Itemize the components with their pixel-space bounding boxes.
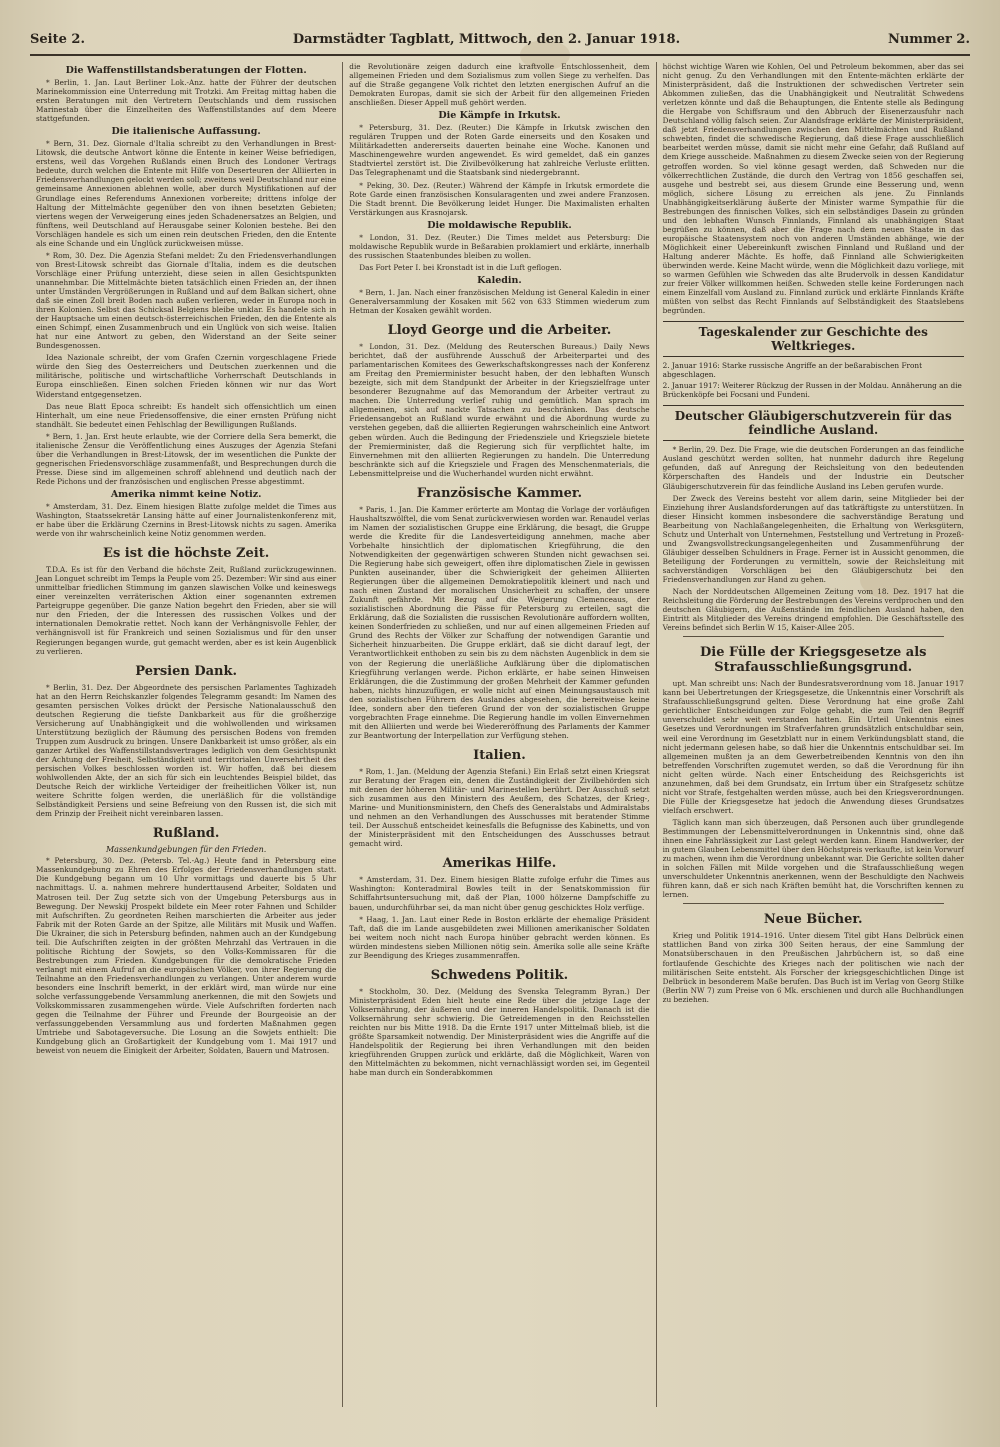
page-number-label: Seite 2. — [30, 32, 85, 47]
article-subtitle: Massenkundgebungen für den Frieden. — [105, 845, 267, 855]
column-3 — [657, 62, 970, 1407]
article-paragraph: Das neue Blatt Epoca schreibt: Es handelt sich offensichtlich um einen Hinterhalt, um eine neue Friedensoffensive, die einer ernsten Prüfung nicht standhält. Sie bedeutet einen Fehlschlag der Bewilligungen Rußlands. — [36, 401, 337, 429]
article-title: Neue Bücher. — [763, 912, 863, 928]
article-title: Lloyd George und die Arbeiter. — [387, 323, 612, 339]
article-title: Die Kämpfe in Irkutsk. — [438, 110, 561, 122]
calendar-entry: 2. Januar 1916: Starke russische Angriffe an der beßarabischen Front abgeschlagen. — [662, 361, 923, 380]
article-paragraph: Das Fort Peter I. bei Kronstadt ist in die Luft geflogen. — [359, 262, 562, 272]
issue-number-label: Nummer 2. — [887, 32, 970, 47]
article-paragraph: höchst wichtige Waren wie Kohlen, Oel und Petroleum bekommen, aber das sei nicht genug. Zu den Verhandlungen mit den Entente-mächten erklärte der Ministerpräsident, daß die Instruktionen der schwedischen Vertreter sein Abkommen zuließen, das die Unabhängigkeit und Neutralität Schwedens verletzen könnte und daß die Behauptungen, die Entente stelle als Bedingung die Hergabe von Schiffsraum und den Abbruch der Eisenerzausfuhr nach Deutschland völlig falsch seien. Zur Alandsfrage erklärte der Ministerpräsident, daß jetzt Friedensverhandlungen zwischen den Mittelmächten und Rußland schwebten, findet die schwedische Regierung, daß diese Frage ausschließlich bearbeitet werden müsse, damit sie nicht mehr eine Gefahr, daß Rußland auf dem Kriege ausscheide. Maßnahmen zu diesem Zwecke seien von der Regierung getroffen worden. So viel könne gesagt werden, daß Schweden nur die völkerrechtlichen Zustände, die durch den Vertrag von 1856 geschaffen sei, ausgehe und bestrebt sei, aus diesem Grunde eine Besserung und, wenn möglich, sichere Lösung zu erreichen als jene. Zu Finnlands Unabhängigkeitserklärung äußerte der Minister warme Sympathie für die Bestrebungen des finnischen Volkes, sich ein selbständiges Dasein zu gründen und den lebhaften Wunsch Finnlands, Finnland als unabhängigen Staat begrüßen zu können, daß aber die Frage nach dem neuen Staate in das europäische Staatensystem noch von anderen Umständen abhänge, wie der Möglichkeit einer Uebereinkunft zwischen Finnland und Rußland und der Haltung anderer Mächte. Es hoffe, daß Finnland alle Schwierigkeiten überwinden werde. Keine Macht würde, wenn die Möglichkeit dazu vorliege, mit so warmen Gefühlen wie Schweden das alte Brudervolk in dessen Kandidatur zur freier Völker willkommen heißen. Schweden stelle keine Forderungen nach einem Einzelfall vom Ausland zu. Finnland zurück und erklärte Finnlands Kräfte müßten von selbst das Recht Finnlands auf Selbständigkeit des Staatslebens begründen. — [662, 62, 964, 316]
article-title: Amerika nimmt keine Notiz. — [110, 488, 262, 500]
article-paragraph: * Haag, 1. Jan. Laut einer Rede in Boston erklärte der ehemalige Präsident Taft, daß die im Lande ausgebildeten zwei Millionen amerikanischer Soldaten bei weitem noch nicht nach Europa hinüber gebracht werden können. Es würden mindestens sieben Millionen nötig sein. Amerika solle alle seine Kräfte zur Beendigung des Krieges zusammenraffen. — [349, 914, 650, 960]
column-1 — [30, 62, 343, 1407]
article-paragraph: Krieg und Politik 1914–1916. Unter diesem Titel gibt Hans Delbrück einen stattlichen Band von zirka 300 Seiten heraus, der eine Sammlung der Monatsüberschauen in den Preußischen Jahrbüchern ist, so daß eine fortlaufende Geschichte des Krieges nach der politischen wie nach der militärischen Seite entsteht. Als Forscher der kriegsgeschichtlichen Dinge ist Delbrück in besonderem Maße berufen. Das Buch ist im Verlag von Georg Stilke (Berlin NW 7) zum Preise von 6 Mk. erschienen und durch alle Buchhandlungen zu beziehen. — [662, 931, 964, 1004]
article-title: Persien Dank. — [135, 663, 238, 679]
calendar-title: Tageskalender zur Geschichte des Weltkrieges. — [663, 321, 964, 357]
page-header — [30, 32, 970, 56]
section-divider — [683, 903, 944, 904]
article-title: Kaledin. — [477, 274, 522, 286]
article-paragraph: * Amsterdam, 31. Dez. Einem hiesigen Blatte zufolge erfuhr die Times aus Washington: Konteradmiral Bowles teilt in der Senatskommission für Schiffahrtsuntersuchung mit, daß der Plan, 1000 hölzerne Dampfschiffe zu bauen, undurchführbar sei, da man nicht über genug geschicktes Holz verfüge. — [349, 875, 650, 912]
article-title: Rußland. — [152, 826, 220, 842]
column-2 — [343, 62, 656, 1407]
article-paragraph: * Berlin, 31. Dez. Der Abgeordnete des persischen Parlamentes Taghizadeh hat an den Herrn Reichskanzler folgendes Telegramm gesandt: Im Namen des gesamten persischen Volkes drückt der Persische Nationalausschuß den deutschen Regierung die tiefste Dankbarkeit aus für die großherzige Versicherung auf Unabhängigkeit und die wohlwollenden und wirksamen Unterstützung bezüglich der Räumung des persischen Bodens von fremden Truppen zum Ausdruck zu bringen. Unsere Dankbarkeit ist umso größer, als ein ganzer Artikel des Waffenstillstandsvertrages lediglich von dem Gesichtspunkt der Achtung der Freiheit, Selbständigkeit und territorialen Unversehrtheit des persischen Volkes beschlossen worden ist. Wir hoffen, daß bei diesem wohlwollenden Akte, der an sich für sich ein leuchtendes Beispiel bildet, das Deutsche Reich der wirkliche Verteidiger der freiheitlichen Völker ist, nun weitere Schritte folgen werden, die unerläßlich für die vollständige Selbständigkeit Persiens und seine Befreiung von den Russen ist, die sich mit dem Prinzip der Freiheit nicht vereinbaren lassen. — [36, 682, 337, 819]
article-paragraph: Idea Nazionale schreibt, der vom Grafen Czernin vorgeschlagene Friede würde den Sieg des Oesterreichers und Deutschen zuerkennen und die militärische, politische und wirtschaftliche Vorherrschaft Deutschlands in Europa einschließen. Einen solchen Frieden können wir nur das Wort Widerstand entgegensetzen. — [36, 353, 337, 399]
article-paragraph: T.D.A. Es ist für den Verband die höchste Zeit, Rußland zurückzugewinnen. Jean Longuet schreibt im Temps la Peuple vom 25. Dezember: Wir sind aus einer unmittelbar friedlichen Stimmung im ganzen slawischen Volke und keineswegs einer vereinzelten verräterischen Aktion einer sogenannten extremen Parteigruppe gegenüber. Die ganze Nation begehrt den Frieden, aber sie will nur den Frieden, der die Interessen des russischen Volkes und der internationalen Demokratie rettet. Noch kann der Verhängnisvolle Fehler, der verhängnisvoll ist für Frankreich und seinen Sozialismus und für den unser Regierungen begangen wurde, gut gemacht werden, aber es ist kein Augenblick zu verlieren. — [36, 565, 337, 656]
article-title: Italien. — [473, 747, 526, 763]
article-title: Die moldawische Republik. — [427, 219, 572, 231]
article-paragraph: Der Zweck des Vereins besteht vor allem darin, seine Mitglieder bei der Einziehung ihrer Auslandsforderungen auf das tatkräftigste zu unterstützen. In dieser Hinsicht kommen insbesondere die sachverständige Beratung und Bearbeitung von Nachlaßangelegenheiten, die Erhaltung von Werksgütern, Schutz und Unterhalt von Unternehmen, Feststellung und Vertretung in Prozeß- und Zwangsvollstreckungsangelegenheiten und Zusammenführung der Gläubiger desselben Schuldners in Frage. Ferner ist in Aussicht genommen, die Beteiligung der Forderungen zu vermitteln, sowie der Reichsleitung mit sachverständigen Vorschlägen bei den Gläubigerschutz bei den Friedensverhandlungen zur Hand zu gehen. — [662, 493, 964, 584]
article-paragraph: * Bern, 1. Jan. Nach einer französischen Meldung ist General Kaledin in einer Generalversammlung der Kosaken mit 562 von 633 Stimmen wiederum zum Hetman der Kosaken gewählt worden. — [349, 287, 650, 315]
article-title: Die italienische Auffassung. — [111, 126, 261, 138]
article-paragraph: Nach der Norddeutschen Allgemeinen Zeitung vom 18. Dez. 1917 hat die Reichsleitung die Förderung der Bestrebungen des Vereins verdprochen und den deutschen Gläubigern, die Außenstände im feindlichen Ausland haben, den Eintritt als Mitglieder des Vereins dringend empfohlen. Die Geschäftsstelle des Vereins befindet sich Berlin W 15, Kaiser-Allee 205. — [662, 587, 964, 633]
article-paragraph: * Berlin, 1. Jan. Laut Berliner Lok.-Anz. hatte der Führer der deutschen Marinekommission eine Unterredung mit Trotzki. Am Freitag mittag haben die ersten Beratungen mit den Vertretern Deutschlands und dem russischen Marinestab über die Einzelheiten des Waffenstillstandes auf dem Meere stattgefunden. — [36, 78, 337, 124]
article-paragraph: * London, 31. Dez. (Reuter.) Die Times meldet aus Petersburg: Die moldawische Republik wurde in Beßarabien proklamiert und erklärte, innerhalb des russischen Staatenbundes bleiben zu wollen. — [349, 232, 650, 260]
masthead-dateline: Darmstädter Tagblatt, Mittwoch, den 2. Januar 1918. — [292, 32, 681, 47]
article-title: Amerikas Hilfe. — [442, 856, 557, 872]
article-paragraph: die Revolutionäre zeigen dadurch eine kraftvolle Entschlossenheit, dem allgemeinen Frieden und dem Sozialismus zum vollen Siege zu verhelfen. Das auf die Straße gegangene Volk richtet den letzten energischen Aufruf an die Demokraten Europas, damit sie sich der Arbeit für den allgemeinen Frieden anschließen. Dieser Appell muß gehört werden. — [349, 62, 650, 108]
article-paragraph: * Bern, 31. Dez. Giornale d'Italia schreibt zu den Verhandlungen in Brest-Litowsk, die deutsche Antwort könne die Entente in keiner Weise befriedigen, erstens, weil das Vorgehen Rußlands einen Bruch des Londoner Vertrags bedeute, durch welchen die Entente mit Hilfe von Deserteuren der Alliierten in Friedensverhandlungen gelockt werden soll; zweitens weil Deutschland nur eine gemeinsame Annexionen ablehnen wolle, aber durch Mystifikationen auf der Grundlage eines Referendums Annexionen vorbereite; drittens infolge der Haltung der Mittelmächte gegenüber den von ihnen besetzten Gebieten; viertens wegen der Verweigerung eines jeden Schadenersatzes an Belgien, und fünftens, weil Deutschland auf Herausgabe seiner Kolonien bestehe. Bei den Vorschlägen handele es sich um einen rein deutschen Frieden, den die Entente als eine Schande und ein Unglück zurückweisen müsse. — [36, 139, 337, 248]
article-title: Deutscher Gläubigerschutzverein für das feindliche Ausland. — [663, 405, 964, 441]
article-title: Schwedens Politik. — [430, 967, 569, 983]
article-paragraph: Täglich kann man sich überzeugen, daß Personen auch über grundlegende Bestimmungen der Lebensmittelverordnungen in Unkenntnis sind, ohne daß ihnen eine Fahrlässigkeit zur Last gelegt werden kann. Einem Handwerker, der in gutem Glauben Lebensmittel über den Höchstpreis verkaufte, ist kein Vorwurf zu machen, wenn ihm die Verordnung unbekannt war. Die Gerichte sollten daher in solchen Fällen mit Milde vorgehen und die Strafausschließung wegen unverschuldeter Unkenntnis anerkennen, wenn der Beschuldigte den Nachweis führen kann, daß er sich nach Kräften bemüht hat, die Vorschriften kennen zu lernen. — [662, 817, 964, 900]
article-title: Die Waffenstillstandsberatungen der Flotten. — [65, 65, 307, 76]
article-paragraph: * Petersburg, 30. Dez. (Petersb. Tel.-Ag.) Heute fand in Petersburg eine Massenkundgebung zu Ehren des Erfolges der Friedensverhandlungen statt. Die Kundgebung begann um 10 Uhr vormittags und dauerte bis 5 Uhr nachmittags. U. a. nahmen mehrere hunderttausend Arbeiter, Soldaten und Matrosen teil. Der Zug setzte sich von der Umgebung Petersburgs aus in Bewegung. Der Newskij Prospekt bildete ein Meer roter Fahnen und Schilder mit Aufschriften. Zu geordneten Reihen marschierten die Arbeiter aus jeder Fabrik mit der Roten Garde an der Spitze, alle Militärs mit Musik und Waffen. Die Ukrainer, die sich in Petersburg befinden, nahmen auch an der Kundgebung teil. Die Aufschriften zeigten in der größten Mehrzahl das Vertrauen in die politische Richtung der Sowjets, so den Volks-Kommissaren für die Bestrebungen zum Frieden. Kundgebungen für die demokratische Frieden verlangt mit einem Aufruf an die europäischen Völker, von ihrer Regierung die Teilnahme an den Friedensverhandlungen zu verlangen. Unter anderem wurde besonders eine Inschrift bemerkt, in der erklärt wird, man würde nur eine solche verfassunggebende Versammlung anerkennen, die mit den Sowjets und Volkskommissaren zusammengehen würde. Viele Aufschriften forderten nach gegen die Teilnahme der Führer und Freunde der Bourgeoisie an der verfassunggebenden Versammlung aus und forderten Maßnahmen gegen Umtriebe und Sabotageversuche. Die Losung an die Sowjets enthielt: Die Kundgebung glich an Großartigkeit der Kundgebung vom 1. Mai 1917 und beweist von neuem die Einigkeit der Arbeiter, Soldaten, Bauern und Matrosen. — [36, 856, 337, 1056]
article-paragraph: * Bern, 1. Jan. Erst heute erlaubte, wie der Corriere della Sera bemerkt, die italienische Zensur die Veröffentlichung eines Auszuges der Agenzia Stefani über die Verhandlungen in Brest-Litowsk, der im wesentlichen die Punkte der gegnerischen Friedensvorschläge zusammenfaßt, und Besprechungen durch die Presse. Diese sind im allgemeinen schroff ablehnend und deutlich nach der Rede Pichons und der französischen und englischen Presse abgestimmt. — [36, 431, 337, 486]
calendar-entry: 2. Januar 1917: Weiterer Rückzug der Russen in der Moldau. Annäherung an die Brückenköpfe bei Focsani und Fundeni. — [662, 381, 962, 400]
article-paragraph: * Rom, 1. Jan. (Meldung der Agenzia Stefani.) Ein Erlaß setzt einen Kriegsrat zur Beratung der Fragen ein, denen die Zuständigkeit der Zivilbehörden sich mit denen der höheren Militär- und Marinestellen berührt. Der Ausschuß setzt sich zusammen aus den Ministern des Aeußern, des Schatzes, der Krieg-, Marine- und Munitionsministern, den Chefs des Generalstabs und Admiralstabs und nehmen an den Verhandlungen des Ausschusses mit beratender Stimme teil. Der Ausschuß entscheidet keinesfalls die Befugnisse des Kabinetts, und von der Ministerpräsident mit den Entscheidungen des Ausschusses betraut gemacht wird. — [349, 766, 650, 849]
article-paragraph: * Peking, 30. Dez. (Reuter.) Während der Kämpfe in Irkutsk ermordete die Rote Garde einen französischen Konsularagenten und zwei andere Franzosen. Die Stadt brennt. Die Bevölkerung leidet Hunger. Die Maximalisten erhalten Verstärkungen aus Krasnojarsk. — [349, 180, 650, 217]
article-title: Die Fülle der Kriegsgesetze als Strafausschließungsgrund. — [700, 645, 927, 676]
article-paragraph: * Petersburg, 31. Dez. (Reuter.) Die Kämpfe in Irkutsk zwischen den regulären Truppen und der Roten Garde einerseits und den Kosaken und Militärkadetten andererseits dauerten beinahe eine Woche. Kanonen und Maschinengewehre wurden angewendet. Es wird gemeldet, daß ein ganzes Stadtviertel zerstört ist. Die Zivilbevölkerung hat zahlreiche Verluste erlitten. Das Telegraphenamt und die Staatsbank sind niedergebrannt. — [349, 123, 650, 178]
article-paragraph: * Amsterdam, 31. Dez. Einem hiesigen Blatte zufolge meldet die Times aus Washington, Staatssekretär Lansing hätte auf einer Journalistenkonferenz mit, er habe über die Erklärung Czernins in Brest-Litowsk nichts zu sagen. Amerika werde von ihr wahrscheinlich keine Notiz genommen werden. — [36, 501, 337, 539]
article-title: Französische Kammer. — [416, 485, 583, 501]
article-paragraph: * Stockholm, 30. Dez. (Meldung des Svenska Telegramm Byran.) Der Ministerpräsident Eden hielt heute eine Rede über die jetzige Lage der Volksernährung, der äußeren und der inneren Handelspolitik. Danach ist die Volksernährung sehr schwierig. Die Getreidemengen in den Reichsstellen reichten nur bis Mitte 1918. Da die Ernte 1917 unter Mittelmaß blieb, ist die größte Sparsamkeit notwendig. Der Ministerpräsident wies die Angriffe auf die Handelspolitik der Regierung bei ihren Verhandlungen mit den beiden kriegführenden Gruppen zurück und erklärte, daß die Möglichkeit, Waren von den Mittelmächten zu bekommen, nicht vernachlässigt worden sei, im Gegenteil habe man durch ein Sonderabkommen — [349, 986, 650, 1078]
section-divider — [683, 636, 944, 637]
column-container — [30, 62, 970, 1407]
article-paragraph: * London, 31. Dez. (Meldung des Reuterschen Bureaus.) Daily News berichtet, daß der ausführende Ausschuß der Arbeiterpartei und des parlamentarischen Komitees des Gewerkschaftskongresses nach der Konferenz am Freitag den Premierminister besucht haben, der den lebhaften Wunsch bezeigte, sich mit dem Standpunkt der Arbeiter in der Kriegszielfrage unter besonderer Bezugnahme auf das Memorandum der Arbeiter vertraut zu machen. Die Unterredung verlief ruhig und gemütlich. Man sprach im allgemeinen, sich auf nackte Tatsachen zu beschränken. Das deutsche Friedensangebot an Rußland wurde erwähnt und die Abordnung wurde zu verstehen gegeben, daß die alliierten Regierungen wahrscheinlich eine Antwort geben würden. Auch die Bedingung der Friedensziele und Kriegsziele bietete der Premierminister, daß die Regierung sich für verpflichtet halte, im Einvernehmen mit den alliierten Regierungen zu handeln. Die Unterredung beschränkte sich auf die Kriegsziele und Fragen des Menschenmaterials, die Lebensmittelpreise und die Wucherhandel wurden nicht erwähnt. — [349, 342, 650, 478]
article-paragraph: upt. Man schreibt uns: Nach der Bundesratsverordnung vom 18. Januar 1917 kann bei Uebertretungen der Kriegsgesetze, die Unkenntnis einer Vorschrift als Strafausschließungsgrund gelten. Diese Verordnung hat eine große Zahl gerichtlicher Entscheidungen zur Folge gehabt, die zum Teil den Begriff unverschuldet sehr weit verstanden hatten. Ein Urteil Unkenntnis eines Gesetzes und Verordnungen im Strafverfahren grundsätzlich entschuldbar sein, weil eine Verordnung im Gesetzblatt nur in einem Verkündungsblatt stand, die nicht jedermann gelesen habe, so daß hier die Unkenntnis entschuldbar sei. Im allgemeinen mußten ja an dem Gewerbetreibenden Kenntnis von den ihn betreffenden Vorschriften zugemutet werden, so daß die Verordnung für ihn nicht gelten würde. Nach einer Entscheidung des Reichsgerichts ist anzunehmen, daß bei dem Grundsatz, ein Irrtum über ein Strafgesetz schütze nicht vor Strafe, festgehalten werden müsse, auch bei den Kriegsverordnungen. Die Fülle der Kriegsgesetze hat jedoch die Anwendung dieses Grundsatzes vielfach erschwert. — [662, 679, 964, 815]
article-paragraph: * Paris, 1. Jan. Die Kammer erörterte am Montag die Vorlage der vorläufigen Haushaltszwölftel, die vom Senat zurückverwiesen worden war. Renaudel verlas im Namen der sozialistischen Gruppe eine Erklärung, die besagt, die Gruppe werde die Kredite für die Landesverteidigung annehmen, mache aber Vorbehalte hinsichtlich der diplomatischen Kriegführung, die den Notwendigkeiten der gegenwärtigen schweren Stunden nicht gewachsen sei. Die Regierung habe sich geweigert, offen ihre diplomatischen Ziele in gewissen Punkten auseinander, über die Schwierigkeit der geheimen Alliierten Regierungen über die allgemeinen Demokratiepolitik kleinert und nach und nach einen Zustand der moralischen Unsicherheit zu schaffen, der unsere Zukunft gefährde. Mit Bezug auf die Weigerung Clemenceaus, der sozialistischen Abordnung die Pässe für Petersburg zu erteilen, sagt die Erklärung, daß die Sozialisten die russischen Revolutionäre auffordern wollten, keinen Sonderfrieden zu schließen, und nur auf einen allgemeinen Frieden auf Grund des Rechts der Völker zur Schaffung der notwendigen Garantie und Sicherheit hinzuarbeiten. Die Gruppe erklärt, daß sie dicht darauf legt, der Verantwortlichkeit enthoben zu sein bis zu dem nächsten Augenblick in dem sie von der Regierung die unerläßliche Aufklärung über die diplomatischen Kriegführung verlangen werde. Pichon erklärte, er habe seinen Hinweisen Erklärungen, die die Zustimmung der großen Mehrheit der Kammer gefunden haben, nichts hinzuzufügen, er wolle nicht auf einen Meinungsaustausch mit den sozialistischen Führern des Auslandes abgesehen, die bereitweise keine Idee, sondern aber den tieferen Grund der von der sozialistischen Gruppe vorgebrachten Frage einnehme. Die Regierung handle im vollen Einvernehmen mit den Alliierten und werde bei Wiedereröffnung des Parlaments der Kammer zur Beantwortung der Interpellation zur Verfügung stehen. — [349, 504, 650, 740]
article-paragraph: * Berlin, 29. Dez. Die Frage, wie die deutschen Forderungen an das feindliche Ausland geschützt werden sollten, hat nunmehr dadurch ihre Regelung gefunden, daß auf Anregung der Reichsleitung von den bedeutenden Körperschaften des Handels und der Industrie ein Deutscher Gläubigerschutzverein für das feindliche Ausland ins Leben gerufen wurde. — [662, 445, 964, 491]
article-title: Es ist die höchste Zeit. — [103, 546, 270, 562]
article-paragraph: * Rom, 30. Dez. Die Agenzia Stefani meldet: Zu den Friedensverhandlungen von Brest-Litowsk schreibt das Giornale d'Italia, indem es die deutschen Vorschläge einer Prüfung unterzieht, diese seien in allen Gesichtspunkten unannehmbar. Die Mittelmächte bieten tatsächlich einen Frieden an, der ihnen unter Umständen Vergrößerungen in Rußland und auf dem Balkan sichert, ohne daß sie einen Zoll breit Boden nach außen verlieren, weder in Europa noch in ihren Kolonien. Selbst das Schicksal Belgiens bleibe unklar. Es handele sich in der Hauptsache um einen deutsch-österreichischen Frieden, den die Entente als einen Schimpf, einen Zusammenbruch und ein Unglück von sich weise. Italien hat nur eine Antwort zu geben, den Widerstand an der Seite seiner Bundesgenossen. — [36, 250, 337, 351]
